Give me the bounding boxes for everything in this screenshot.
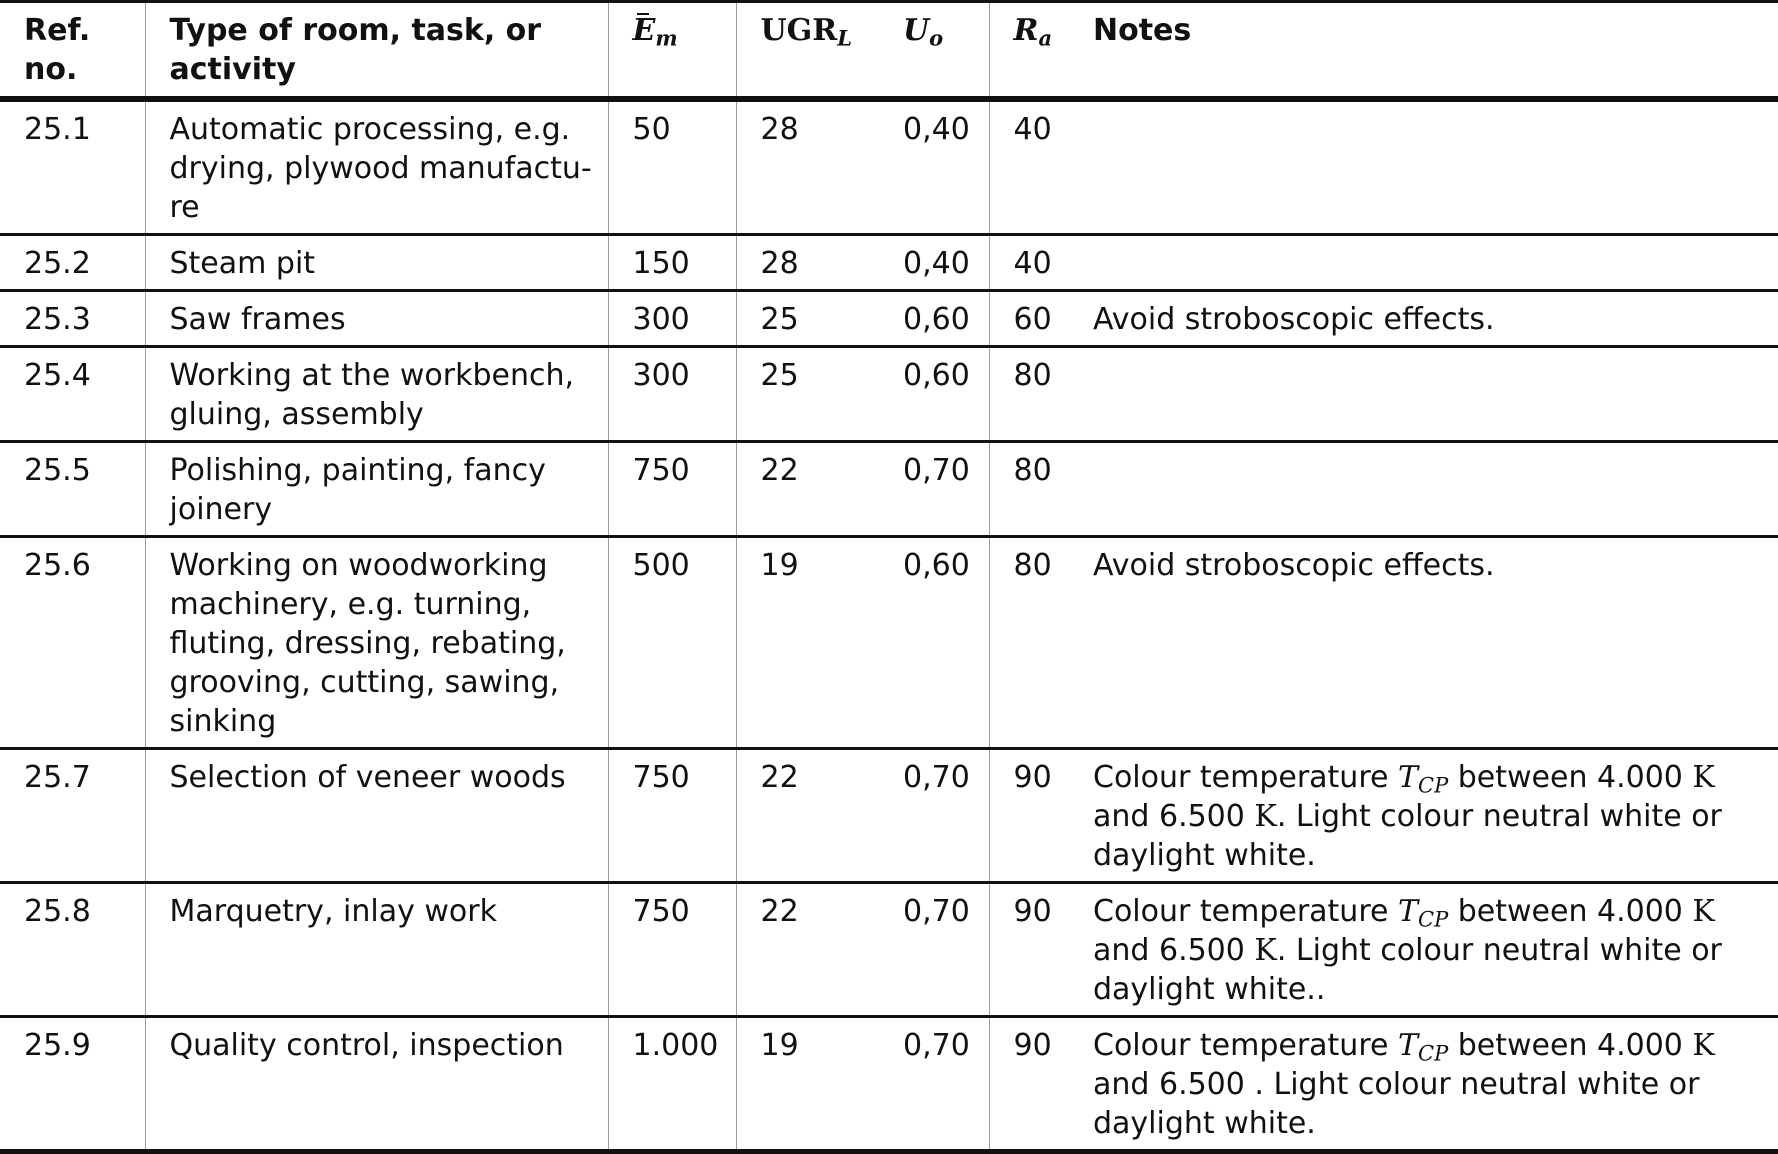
uo-symbol: U (903, 13, 930, 48)
type-cell: Quality control, inspection (145, 1017, 608, 1152)
header-ugr (736, 2, 879, 100)
header-ra (989, 2, 1079, 100)
em-cell: 750 (608, 883, 736, 1017)
ra-cell: 90 (989, 883, 1079, 1017)
note-text: . Light colour neutral white or daylight white. (1093, 799, 1722, 873)
ra-cell: 80 (989, 537, 1079, 749)
ugr-cell: 19 (736, 1017, 879, 1152)
table-row (0, 347, 1778, 442)
tcp-symbol (1397, 1028, 1449, 1066)
ugr-cell: 22 (736, 883, 879, 1017)
notes-cell (1079, 883, 1778, 1017)
ref-cell: 25.5 (24, 453, 91, 488)
ugr-symbol: UGR (760, 13, 838, 48)
uo-cell: 0,60 (903, 548, 970, 583)
table-row (0, 235, 1778, 291)
ra-symbol: R (1013, 13, 1039, 48)
ref-cell: 25.9 (24, 1028, 91, 1063)
ref-cell: 25.6 (24, 548, 91, 583)
type-cell: Working at the workbench, gluing, assembly (145, 347, 608, 442)
em-cell: 750 (608, 749, 736, 883)
tcp-letter: T (1397, 760, 1418, 795)
type-cell: Marquetry, inlay work (145, 883, 608, 1017)
ugr-cell: 25 (736, 291, 879, 347)
table-header-row (0, 2, 1778, 100)
ref-cell: 25.8 (24, 894, 91, 929)
ra-cell: 60 (989, 291, 1079, 347)
table-row (0, 99, 1778, 235)
kelvin-unit: K (1254, 933, 1277, 968)
em-cell: 50 (608, 99, 736, 235)
tcp-letter: T (1397, 894, 1418, 929)
type-cell: Working on woodworking machinery, e.g. turning, fluting, dressing, rebating, grooving, cutting, sawing, sinking (145, 537, 608, 749)
notes-cell (1079, 1017, 1778, 1152)
header-em (608, 2, 736, 100)
notes-cell (1079, 442, 1778, 537)
note-text: and 6.500 (1093, 1067, 1255, 1102)
note-text: . Light colour neutral white or daylight white.. (1093, 933, 1722, 1007)
em-cell: 1.000 (608, 1017, 736, 1152)
table-row (0, 291, 1778, 347)
table-row (0, 442, 1778, 537)
kelvin-unit: K (1692, 760, 1715, 795)
uo-subscript: o (929, 25, 944, 51)
table-row (0, 537, 1778, 749)
notes-cell (1079, 347, 1778, 442)
note-text: Colour temperature (1093, 760, 1398, 795)
ref-cell: 25.7 (24, 760, 91, 795)
ref-cell: 25.3 (24, 302, 91, 337)
uo-cell: 0,40 (903, 112, 970, 147)
ugr-cell: 19 (736, 537, 879, 749)
uo-cell: 0,70 (903, 894, 970, 929)
ra-cell: 90 (989, 749, 1079, 883)
notes-cell: Avoid stroboscopic effects. (1093, 302, 1495, 337)
kelvin-unit: K (1254, 799, 1277, 834)
note-text: Colour temperature (1093, 894, 1398, 929)
ref-cell: 25.2 (24, 246, 91, 281)
table-row (0, 1017, 1778, 1152)
ra-cell: 40 (989, 99, 1079, 235)
note-text: Colour temperature (1093, 1028, 1398, 1063)
note-text: and 6.500 (1093, 933, 1255, 968)
ref-cell: 25.1 (24, 112, 91, 147)
notes-cell (1079, 235, 1778, 291)
ra-cell: 80 (989, 442, 1079, 537)
em-cell: 750 (608, 442, 736, 537)
ugr-cell: 25 (736, 347, 879, 442)
ugr-cell: 28 (736, 235, 879, 291)
note-text: and 6.500 (1093, 799, 1255, 834)
kelvin-unit: K (1692, 894, 1715, 929)
ra-cell: 80 (989, 347, 1079, 442)
header-type-of-room: Type of room, task, or activity (145, 2, 608, 100)
tcp-subscript: CP (1418, 773, 1449, 798)
notes-cell: Avoid stroboscopic effects. (1093, 548, 1495, 583)
ref-cell: 25.4 (24, 358, 91, 393)
tcp-letter: T (1397, 1028, 1418, 1063)
tcp-symbol (1397, 760, 1449, 798)
ra-subscript: a (1038, 25, 1053, 51)
em-cell: 500 (608, 537, 736, 749)
ugr-cell: 22 (736, 749, 879, 883)
note-text: between 4.000 (1448, 1028, 1693, 1063)
em-cell: 150 (608, 235, 736, 291)
uo-cell: 0,70 (903, 1028, 970, 1063)
notes-cell (1079, 99, 1778, 235)
type-cell: Steam pit (145, 235, 608, 291)
note-text: . Light colour neutral white or daylight white. (1093, 1067, 1700, 1141)
type-cell: Saw frames (145, 291, 608, 347)
tcp-symbol (1397, 894, 1449, 932)
type-cell: Polishing, painting, fancy joinery (145, 442, 608, 537)
table-row (0, 749, 1778, 883)
tcp-subscript: CP (1418, 1041, 1449, 1066)
ra-cell: 40 (989, 235, 1079, 291)
header-notes: Notes (1093, 13, 1192, 48)
header-uo (879, 2, 989, 100)
kelvin-unit: K (1692, 1028, 1715, 1063)
notes-cell (1079, 749, 1778, 883)
uo-cell: 0,40 (903, 246, 970, 281)
note-text: between 4.000 (1448, 894, 1693, 929)
uo-cell: 0,60 (903, 358, 970, 393)
ugr-cell: 22 (736, 442, 879, 537)
note-text: between 4.000 (1448, 760, 1693, 795)
em-cell: 300 (608, 347, 736, 442)
em-subscript: m (655, 25, 678, 51)
uo-cell: 0,70 (903, 453, 970, 488)
ugr-subscript: L (837, 25, 852, 51)
ugr-cell: 28 (736, 99, 879, 235)
ra-cell: 90 (989, 1017, 1079, 1152)
header-ref-no: Ref. no. (24, 13, 91, 87)
em-cell: 300 (608, 291, 736, 347)
type-cell: Selection of veneer woods (145, 749, 608, 883)
type-cell: Automatic processing, e.g. drying, plywood manufactu-re (145, 99, 608, 235)
uo-cell: 0,60 (903, 302, 970, 337)
em-symbol: E (632, 13, 656, 48)
table-row (0, 883, 1778, 1017)
tcp-subscript: CP (1418, 907, 1449, 932)
uo-cell: 0,70 (903, 760, 970, 795)
